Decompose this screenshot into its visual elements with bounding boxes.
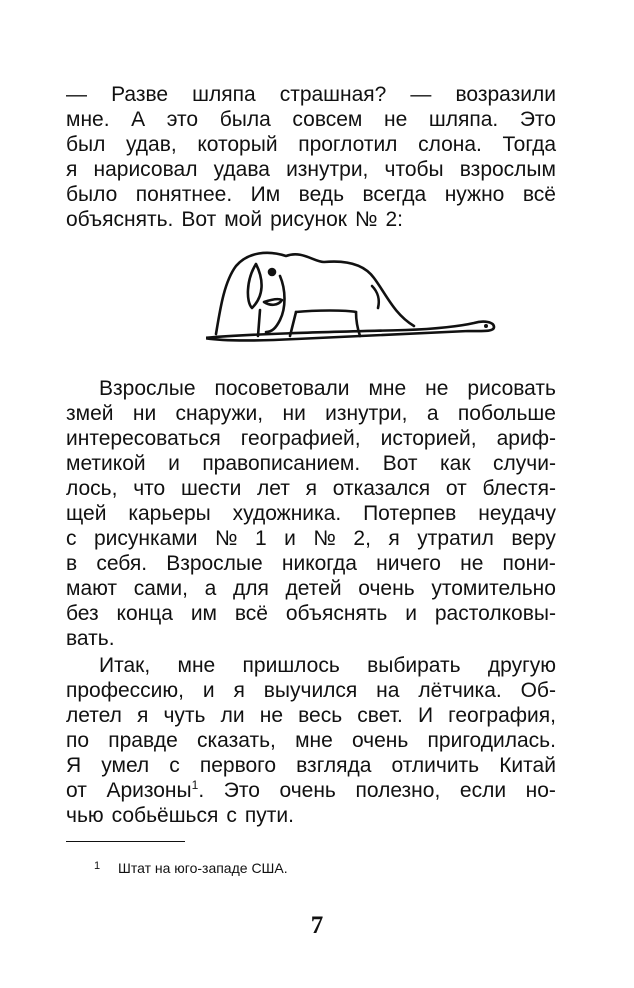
word: с [169,754,180,777]
word: география, [448,704,556,727]
word: неудачу [478,502,556,525]
word: 2: [385,208,403,231]
word: от [66,779,87,802]
footnote-number: 1 [94,860,101,872]
word: Разве [111,83,169,106]
word: не [460,552,484,575]
word: ни [282,402,306,425]
word: ни [132,402,157,425]
word: нарисовал [93,158,198,181]
word: Китай [499,754,556,777]
word: вать. [66,627,115,650]
text-line [66,157,556,182]
word: я [233,679,245,702]
word: лет [257,477,290,500]
word: слона. [418,133,482,156]
word: побольше [457,402,556,425]
word: и [284,527,296,550]
word: чью [66,804,104,827]
paragraph-1 [66,82,556,232]
word: правде [108,729,178,752]
word: шляпа. [428,108,499,131]
word: и [168,452,180,475]
text-line [66,501,556,526]
word: очень [358,577,415,600]
word: шести [180,477,242,500]
word: ничего [376,552,441,575]
word: с [66,527,77,550]
word: рисунками [93,527,198,550]
word: историей, [380,427,477,450]
word: метикой [66,452,146,475]
word: я [136,704,149,727]
text-line [66,703,556,728]
text-line [66,476,556,501]
word: изнутри, [286,158,369,181]
elephant-eye [269,269,275,275]
word: снаружи, [175,402,264,425]
word: не [259,704,283,727]
word: возразили [455,83,556,106]
word: щей [66,502,107,525]
word: сами, [133,577,188,600]
word: летел [66,704,122,727]
word: мне [368,377,407,400]
elephant-tail [372,286,379,308]
boa-elephant-drawing [206,240,498,352]
word: отличить [391,754,480,777]
text-line [66,626,556,651]
word: собьёшься [111,804,219,827]
word: растолковы- [434,602,556,625]
text-line [66,451,556,476]
text-line [66,182,556,207]
boa-elephant-illustration [206,240,498,352]
elephant-front-leg [258,310,260,336]
word: на [376,679,400,702]
word: выучился [263,679,358,702]
word: я [388,527,400,550]
word: если [459,779,507,802]
word: правописанием. [202,452,361,475]
word: всё [522,183,556,206]
word: мне [295,729,333,752]
word: удав, [126,133,177,156]
word: ариф- [496,427,556,450]
text-line [66,107,556,132]
word: блестя- [482,477,556,500]
word: был [66,133,106,156]
word: № [354,208,378,231]
word: № [214,527,238,550]
word: сказать, [197,729,276,752]
text-line [66,803,556,828]
word: и [202,679,215,702]
word: с [226,804,237,827]
word: мне. [66,108,110,131]
boa-outline-bottom [206,322,494,341]
word: не [383,108,408,131]
word: не [425,377,449,400]
text-line [66,601,556,626]
word: ли [220,704,245,727]
word: конца [116,602,173,625]
text-line [66,82,556,107]
word: но- [525,779,556,802]
word: 1 [255,527,267,550]
word: я [66,158,78,181]
text-line [66,426,556,451]
word: другую [487,654,556,677]
word: Им [250,183,281,206]
word: было [66,183,118,206]
word: Я [66,754,82,777]
footnote-divider [66,841,185,842]
word: Итак, [99,654,151,677]
elephant-belly [296,311,356,313]
word: очень [351,729,409,752]
word: от [445,477,467,500]
word: змей [66,402,114,425]
word: Потерпев [363,502,457,525]
word: в [66,552,78,575]
word: — [410,83,432,106]
word: 2, [353,527,371,550]
paragraph-2 [66,376,556,651]
word: рисовать [467,377,556,400]
word: а [426,402,439,425]
word: профессию, [66,679,185,702]
elephant-tusk [264,299,282,305]
word: страшная? [279,83,387,106]
word: свет. [357,704,403,727]
word: как [440,452,471,475]
word: отказался [332,477,431,500]
word: по [66,729,90,752]
word: первого [199,754,277,777]
word: пришлось [242,654,340,677]
text-line [66,576,556,601]
word: удава [213,158,270,181]
word: Это [223,779,260,802]
text-line [66,376,556,401]
word: Об- [520,679,556,702]
word: мой [224,208,263,231]
word: Это [519,108,556,131]
word: веру [511,527,556,550]
word: лётчика. [418,679,502,702]
word: И [417,704,434,727]
word: совсем [292,108,363,131]
boa-outline-top [216,253,414,334]
word: была [219,108,271,131]
word: № [313,527,336,550]
word: объяснять. [66,208,174,231]
boa-eye [484,324,488,328]
word: пригодилась. [427,729,556,752]
word: Взрослые [166,552,263,575]
word: умел [101,754,150,777]
text-line [66,551,556,576]
word: взрослым [459,158,556,181]
word: географией, [240,427,361,450]
word: лось, [66,477,118,500]
word: посоветовали [214,377,350,400]
text-line [66,207,556,232]
paragraph-3 [66,653,556,828]
word: никогда [281,552,357,575]
word: изнутри, [325,402,408,425]
word: это [166,108,199,131]
word: себя. [96,552,148,575]
word: всегда [362,183,427,206]
text-line [66,526,556,551]
word: чуть [163,704,206,727]
word: мают [66,577,118,600]
word: случи- [493,452,556,475]
word: понятнее. [135,183,233,206]
elephant-ear [248,264,262,308]
word: Аризоны$^1$. [106,778,205,802]
word: утомительно [431,577,556,600]
text-line [66,778,556,803]
word: А [131,108,146,131]
footnote-text: Штат на юго-западе США. [118,860,288,876]
word: весь [298,704,343,727]
word: шляпа [192,83,256,106]
word: что [133,477,166,500]
word: который [197,133,278,156]
word: без [66,602,99,625]
word: карьеры [128,502,211,525]
word: нужно [444,183,505,206]
text-line [66,132,556,157]
word: для [232,577,269,600]
word: пути. [244,804,294,827]
word: им [190,602,217,625]
word: ведь [298,183,345,206]
word: Тогда [502,133,556,156]
word: а [204,577,217,600]
word: пони- [502,552,556,575]
word: Вот [181,208,217,231]
word: выбирать [367,654,461,677]
text-line [66,653,556,678]
text-line [66,401,556,426]
text-line [66,678,556,703]
word: утратил [417,527,494,550]
word: всё [234,602,268,625]
word: Взрослые [99,377,196,400]
footnote-marker: 1 [191,778,199,792]
word: — [66,83,87,106]
page-number: 7 [310,912,324,939]
word: детей [285,577,342,600]
word: рисунок [270,208,347,231]
footnote [94,857,288,877]
word: объяснять [285,602,388,625]
word: и [405,602,417,625]
text-line [66,753,556,778]
word: мне [177,654,216,677]
text-line [66,728,556,753]
word: художника. [232,502,342,525]
word: полезно, [355,779,441,802]
word: проглотил [298,133,398,156]
word: интересоваться [66,427,221,450]
word: Вот [382,452,418,475]
word: очень [279,779,336,802]
word: я [305,477,318,500]
word: чтобы [384,158,444,181]
word: взгляда [296,754,372,777]
